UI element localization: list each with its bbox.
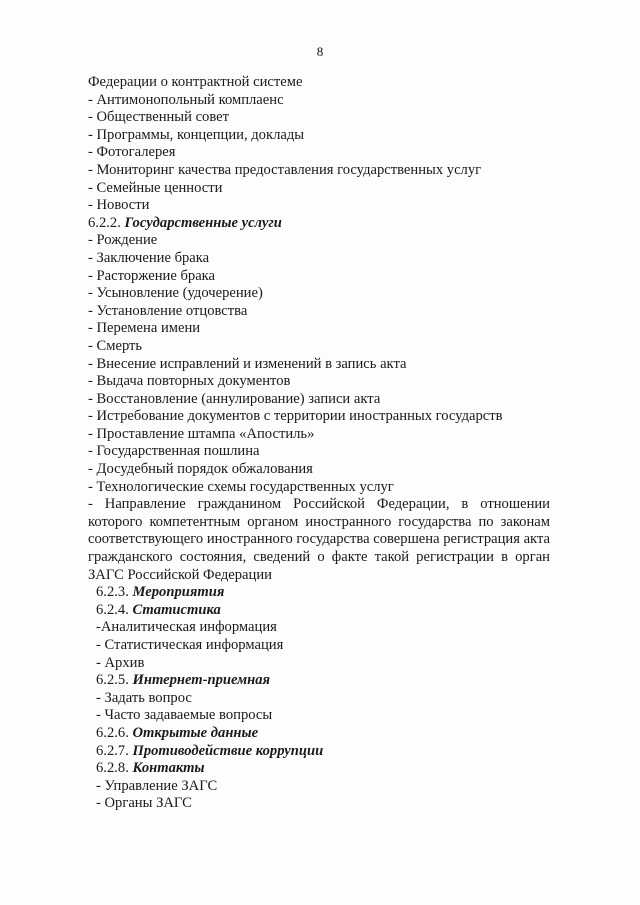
section-heading-6-2-6	[88, 725, 550, 743]
list-item: - Усыновление (удочерение)	[88, 285, 263, 302]
section-number: 6.2.8.	[96, 760, 133, 777]
list-item: - Статистическая информация	[96, 637, 284, 653]
list-item: - Установление отцовства	[88, 302, 248, 319]
section-number: 6.2.7.	[96, 742, 133, 759]
section-heading-6-2-8	[88, 760, 550, 778]
section-heading-6-2-7	[88, 743, 550, 761]
section-heading-6-2-4	[88, 602, 550, 620]
page-number: 8	[316, 44, 324, 59]
list-item: - Расторжение брака	[88, 267, 216, 284]
section-number: 6.2.2.	[88, 214, 125, 231]
section-title: Открытые данные	[132, 724, 259, 741]
list-item: - Управление ЗАГС	[96, 777, 218, 794]
paragraph-registration: - Направление гражданином Российской Федерации, в отношении которого компетентным органом иностранного государства по законам соответствующего иностранного государства совершена регистрация акта гражданского состояния, сведений о факте такой регистрации в орган ЗАГС Российской Федерации	[88, 496, 550, 583]
text-line: Федерации о контрактной системе	[88, 74, 303, 90]
list-item: - Технологические схемы государственных услуг	[88, 478, 394, 495]
list-item: - Заключение брака	[88, 249, 210, 266]
list-item: - Органы ЗАГС	[96, 795, 192, 812]
list-item: - Антимонопольный комплаенс	[88, 91, 284, 108]
section-heading-6-2-5	[88, 672, 550, 690]
section-title: Мероприятия	[132, 584, 225, 601]
list-item: - Перемена имени	[88, 320, 201, 337]
section-title: Государственные услуги	[124, 214, 282, 231]
list-item: - Задать вопрос	[96, 689, 192, 706]
list-item: - Истребование документов с территории иностранных государств	[88, 408, 503, 425]
list-item: - Внесение исправлений и изменений в запись акта	[88, 355, 407, 372]
section-number: 6.2.4.	[96, 601, 133, 618]
section-title: Интернет-приемная	[132, 672, 271, 689]
list-item: - Проставление штампа «Апостиль»	[88, 425, 315, 442]
list-item: - Мониторинг качества предоставления государственных услуг	[88, 161, 482, 178]
section-number: 6.2.6.	[96, 724, 133, 741]
list-item: - Выдача повторных документов	[88, 373, 291, 390]
section-heading-6-2-3	[88, 584, 550, 602]
list-item: - Новости	[88, 197, 150, 214]
document-body	[88, 74, 550, 813]
section-title: Противодействие коррупции	[132, 742, 324, 759]
list-item: - Часто задаваемые вопросы	[96, 707, 273, 724]
list-item: - Рождение	[88, 232, 158, 249]
list-item: - Архив	[96, 654, 145, 671]
section-title: Статистика	[132, 601, 221, 618]
section-title: Контакты	[132, 760, 205, 777]
list-item: - Семейные ценности	[88, 179, 223, 196]
list-item: -Аналитическая информация	[96, 619, 277, 636]
list-item: - Государственная пошлина	[88, 443, 260, 460]
list-item: - Общественный совет	[88, 109, 230, 126]
section-heading-6-2-2	[88, 215, 550, 233]
list-item: - Восстановление (аннулирование) записи акта	[88, 390, 381, 407]
list-item: - Смерть	[88, 337, 143, 354]
list-item: - Фотогалерея	[88, 144, 176, 161]
section-number: 6.2.5.	[96, 672, 133, 689]
list-item: - Программы, концепции, доклады	[88, 126, 305, 143]
section-number: 6.2.3.	[96, 584, 133, 601]
list-item: - Досудебный порядок обжалования	[88, 461, 313, 478]
